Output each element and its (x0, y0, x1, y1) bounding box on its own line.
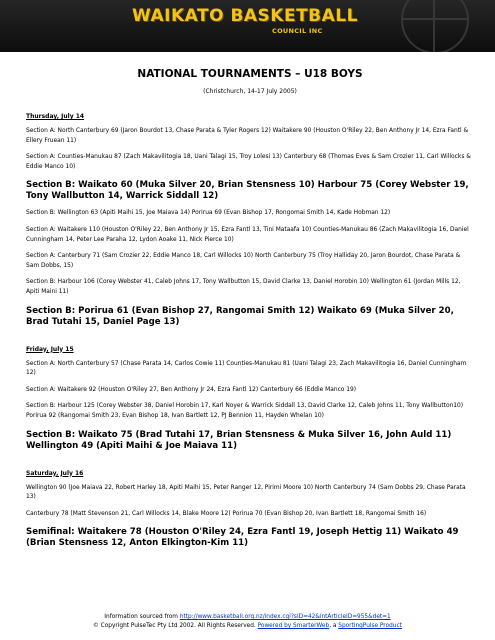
waikato-result: Section B: Waikato 75 (Brad Tutahi 17, Brian Stensness & Muka Silver 16, John Auld 11) Wellington 49 (Apiti Maihi & Joe Maiava 11) (26, 429, 452, 451)
waikato-result: Section B: Porirua 61 (Evan Bishop 27, Rangomai Smith 12) Waikato 69 (Muka Silver 20, Brad Tutahi 15, Daniel Page 13) (26, 305, 454, 327)
waikato-result: Semifinal: Waitakere 78 (Houston O'Riley 24, Ezra Fantl 19, Joseph Hettig 11) Waikato 49 (Brian Stensness 12, Anton Elkington-Kim 11) (26, 527, 459, 549)
game-result: Section B: Harbour 125 (Corey Webster 38, Daniel Horobin 17, Karl Noyer & Warrick Siddall 13, David Clarke 12, Caleb Johns 11, Tony Wallbutton10) Porirua 92 (Rangomai Smith 23, Evan Bishop 18, Ivan Bartlett 12, PJ Bennion 11, Hayden Whelan 10) (26, 403, 464, 419)
game-result: Section A: Canterbury 71 (Sam Crozier 22, Eddie Manco 18, Carl Willocks 10) North Canterbury 75 (Troy Halliday 20, Jaron Bourdot, Chase Parata & Sam Dobbs, 15) (26, 253, 461, 269)
page-title: NATIONAL TOURNAMENTS – U18 BOYS (137, 68, 363, 80)
game-result: Section A: Counties-Manukau 87 (Zach Makavilitogia 18, Uani Talagi 15, Troy Lolesi 13) Canterbury 68 (Thomas Eves & Sam Crozier 11, Carl Willocks & Eddie Manco 10) (26, 154, 471, 170)
day-heading: Friday, July 15 (26, 345, 74, 353)
footer-separator: , a (329, 622, 339, 629)
event-location-dates: (Christchurch, 14-17 July 2005) (203, 88, 297, 95)
banner-subtitle: COUNCIL INC (272, 27, 323, 35)
day-heading: Saturday, July 16 (26, 469, 84, 477)
game-result: Section B: Harbour 106 (Corey Webster 41, Caleb Johns 17, Tony Wallbutton 15, David Clarke 13, Daniel Horobin 10) Wellington 61 (Jordan Mills 12, Apiti Maini 11) (26, 279, 461, 295)
source-link[interactable]: http://www.basketball.org.nz/index.cgi?sID=42&intArticleID=955&det=1 (179, 614, 391, 620)
day-heading: Thursday, July 14 (26, 113, 85, 120)
footer (0, 613, 495, 631)
game-result: Wellington 90 (Joe Maiava 22, Robert Harley 18, Apiti Maihi 15, Peter Ranger 12, Pirimi Moore 10) North Canterbury 74 (Sam Dobbs 29, Chase Parata 13) (26, 484, 466, 501)
copyright-line (0, 622, 495, 631)
sportingpulse-link[interactable]: SportingPulse Product (338, 622, 402, 629)
game-result: Section A: Waitakere 92 (Houston O'Riley 27, Ben Anthony Jr 24, Ezra Fantl 12) Canterbury 66 (Eddie Manco 19) (26, 386, 357, 393)
results-list (26, 113, 474, 549)
powered-by-link[interactable]: Powered by SmarterWeb (257, 622, 330, 629)
waikato-result: Section B: Waikato 60 (Muka Silver 20, Brian Stensness 10) Harbour 75 (Corey Webster 19, Tony Wallbutton 14, Warrick Siddall 12) (26, 180, 469, 202)
banner-title: WAIKATO BASKETBALL (132, 6, 358, 26)
game-result: Canterbury 78 (Matt Stevenson 21, Carl Willocks 14, Blake Moore 12) Porirua 70 (Evan Bishop 20, Ivan Bartlett 18, Rangomai Smith 16) (26, 510, 427, 517)
game-result: Section A: North Canterbury 69 (Jaron Bourdot 13, Chase Parata & Tyler Rogers 12) Waitakere 90 (Houston O'Riley 22, Ben Anthony Jr 14, Ezra Fantl & Ellery Fruean 11) (26, 128, 469, 144)
source-prefix: Information sourced from (104, 614, 180, 620)
basketball-graphic (401, 0, 469, 52)
game-result: Section A: North Canterbury 57 (Chase Parata 14, Carlos Cowie 11) Counties-Manukau 81 (Uani Talagi 23, Zach Makavilitogia 16, Daniel Cunningham 12) (26, 360, 467, 377)
header-banner (0, 0, 495, 52)
game-result: Section B: Wellington 63 (Apiti Maihi 15, Joe Maiava 14) Porirua 69 (Evan Bishop 17, Rongomai Smith 14, Kade Hobman 12) (26, 210, 391, 217)
game-result: Section A: Waitakere 110 (Houston O'Riley 22, Ben Anthony Jr 15, Ezra Fantl 13, Tini Mataafa 10) Counties-Manukau 86 (Zach Makavilitogia 16, Daniel Cunningham 14, Peter Lee Paraha 12, Lydon Aoake 11, Nick Pierce 10) (26, 226, 469, 243)
copyright-text: © Copyright PulseTec Pty Ltd 2002. All Rights Reserved. (93, 622, 258, 629)
article-content (26, 60, 474, 549)
source-line (0, 613, 495, 622)
